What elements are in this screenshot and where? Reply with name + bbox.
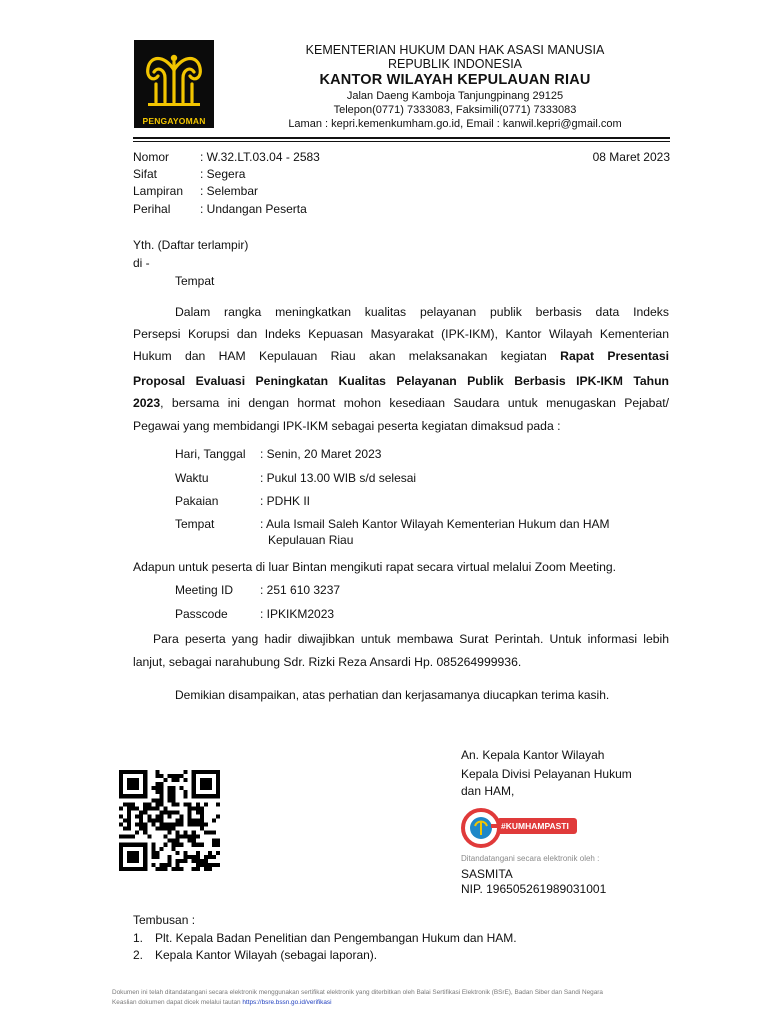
passcode-label: Passcode [175,607,228,621]
office-web-email: Laman : kepri.kemenkumham.go.id, Email : kanwil.kepri@gmail.com [288,118,622,130]
lampiran-value: : Selembar [200,184,259,198]
tembusan-item-2-num: 2. [133,948,144,962]
waktu-value: : Pukul 13.00 WIB s/d selesai [260,471,417,485]
stamp-text: #KUMHAMPASTI [501,821,569,831]
hari-value: : Senin, 20 Maret 2023 [260,447,382,461]
office-address: Jalan Daeng Kamboja Tanjungpinang 29125 [346,90,564,102]
ministry-logo [134,40,214,128]
tempat-value-line1: : Aula Ismail Saleh Kantor Wilayah Kementerian Hukum dan HAM [260,517,610,531]
tembusan-item-1-num: 1. [133,931,144,945]
tembusan-title: Tembusan : [133,913,196,927]
esign-note: Ditandatangani secara elektronik oleh : [461,854,600,863]
qr-code-icon [119,770,220,871]
header-rule-thick [133,137,670,139]
nomor-value: : W.32.LT.03.04 - 2583 [200,150,320,164]
signer-nip: NIP. 196505261989031001 [461,882,607,896]
verification-qr-code [119,770,220,871]
recipient-line3: Tempat [175,274,215,288]
waktu-label: Waktu [175,471,209,485]
logo-caption: PENGAYOMAN [142,116,206,126]
passcode-value: : IPKIKM2023 [260,607,335,621]
tembusan-item-2: Kepala Kantor Wilayah (sebagai laporan). [155,948,378,962]
pengayoman-emblem-icon [134,40,214,128]
tempat-label: Tempat [175,517,215,531]
lampiran-label: Lampiran [133,184,184,198]
footer-line2: Keaslian dokumen dapat dicek melalui tautan https://bsre.bssn.go.id/verifikasi [112,999,332,1006]
sifat-label: Sifat [133,167,158,181]
body-p1-line3: Hukum dan HAM Kepulauan Riau akan melaksanakan kegiatan Rapat Presentasi [133,349,669,363]
letter-date: 08 Maret 2023 [592,150,670,164]
body-p1-line5: 2023, bersama ini dengan hormat mohon kesediaan Saudara untuk menugaskan Pejabat/ [133,396,669,410]
meeting-id-label: Meeting ID [175,583,234,597]
recipient-line2: di - [133,256,150,270]
signature-line1: An. Kepala Kantor Wilayah [461,748,605,762]
body-p3-line1: Para peserta yang hadir diwajibkan untuk membawa Surat Perintah. Untuk informasi lebih [153,632,669,646]
sifat-value: : Segera [200,167,246,181]
signature-line3: dan HAM, [461,784,515,798]
perihal-value: : Undangan Peserta [200,202,307,216]
footer-line1: Dokumen ini telah ditandatangani secara elektronik menggunakan sertifikat elektronik yang diterbitkan oleh Balai Sertifikasi Elektronik (BSrE), Badan Siber dan Sandi Negara [112,989,603,996]
nomor-label: Nomor [133,150,170,164]
recipient-line1: Yth. (Daftar terlampir) [133,238,249,252]
body-p1-line6: Pegawai yang membidangi IPK-IKM sebagai peserta kegiatan dimaksud pada : [133,419,561,433]
pakaian-label: Pakaian [175,494,219,508]
esign-stamp [461,808,581,848]
signature-line2: Kepala Divisi Pelayanan Hukum [461,767,632,781]
tempat-value-line2: Kepulauan Riau [268,533,354,547]
hari-label: Hari, Tanggal [175,447,246,461]
body-p1-line1: Dalam rangka meningkatkan kualitas pelayanan publik berbasis data Indeks [175,305,669,319]
country-name: REPUBLIK INDONESIA [387,57,523,71]
tembusan-item-1: Plt. Kepala Badan Penelitian dan Pengembangan Hukum dan HAM. [155,931,517,945]
esign-footer [112,988,678,1008]
header-rule-thin [133,141,670,142]
closing-sentence: Demikian disampaikan, atas perhatian dan kerjasamanya diucapkan terima kasih. [175,688,610,702]
office-name: KANTOR WILAYAH KEPULAUAN RIAU [319,72,591,88]
verification-link[interactable]: https://bsre.bssn.go.id/verifikasi [242,999,332,1006]
body-p1-line2: Persepsi Korupsi dan Indeks Kepuasan Masyarakat (IPK-IKM), Kantor Wilayah Kementerian [133,327,669,341]
ministry-name: KEMENTERIAN HUKUM DAN HAK ASASI MANUSIA [305,43,605,57]
pakaian-value: : PDHK II [260,494,311,508]
signer-name: SASMITA [461,867,513,881]
body-p3-line2: lanjut, sebagai narahubung Sdr. Rizki Reza Ansardi Hp. 085264999936. [133,655,522,669]
meeting-id-value: : 251 610 3237 [260,583,341,597]
office-phone: Telepon(0771) 7333083, Faksimili(0771) 7333083 [333,104,577,116]
body-p1-line4: Proposal Evaluasi Peningkatan Kualitas Pelayanan Publik Berbasis IPK-IKM Tahun [133,374,669,388]
perihal-label: Perihal [133,202,171,216]
body-p2: Adapun untuk peserta di luar Bintan mengikuti rapat secara virtual melalui Zoom Meeting. [133,560,617,574]
